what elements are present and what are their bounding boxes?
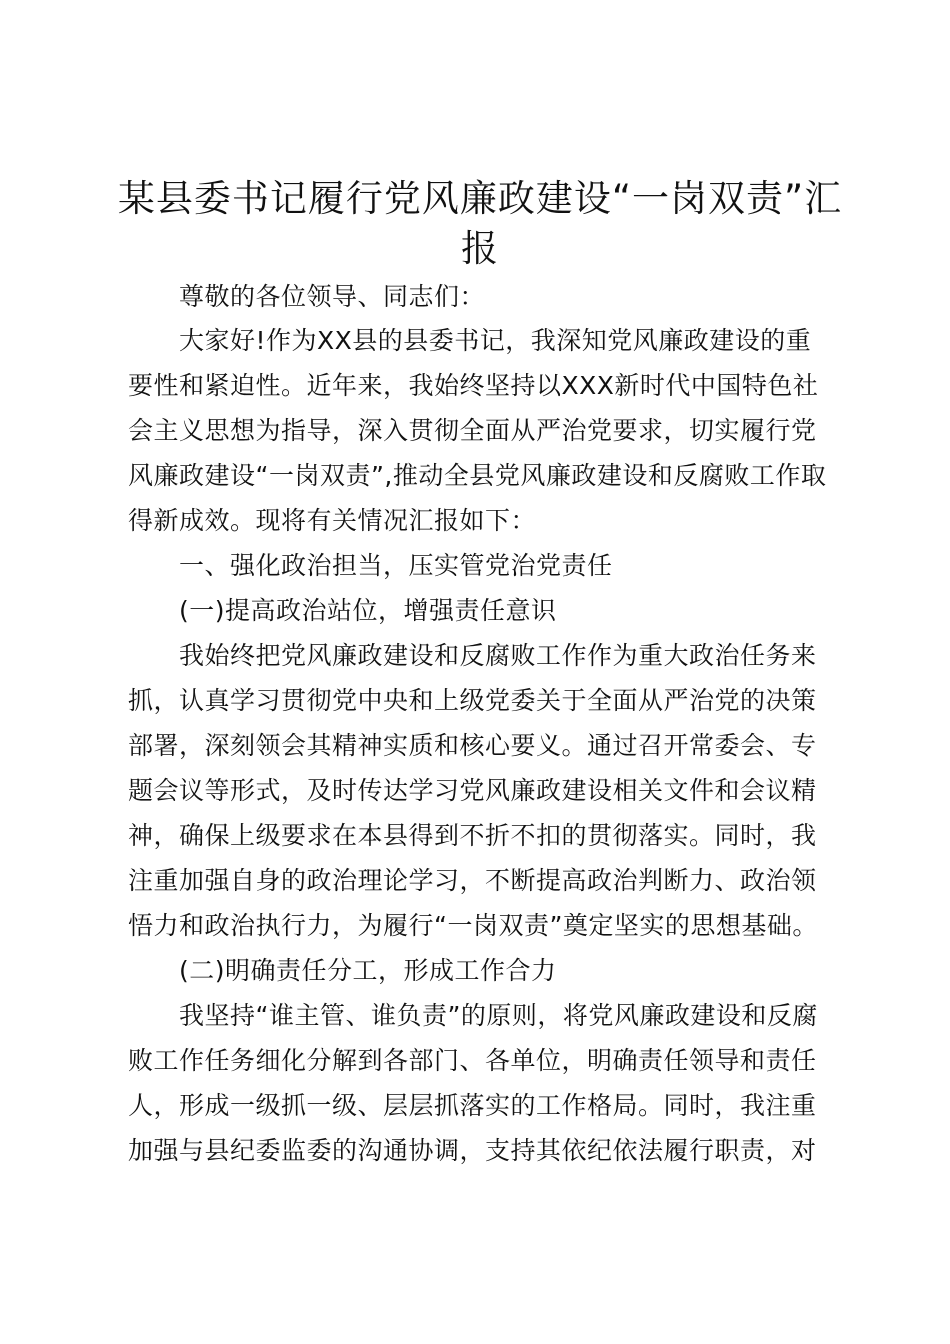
body-line: 会主义思想为指导，深入贯彻全面从严治党要求，切实履行党 — [128, 416, 817, 445]
body-line: 神，确保上级要求在本县得到不折不扣的贯彻落实。同时，我 — [128, 821, 817, 850]
body-line: 抓，认真学习贯彻党中央和上级党委关于全面从严治党的决策 — [128, 686, 817, 715]
body-line: 人，形成一级抓一级、层层抓落实的工作格局。同时，我注重 — [128, 1091, 817, 1120]
body-line: 尊敬的各位领导、同志们： — [128, 282, 486, 311]
body-line: 大家好!作为XX县的县委书记，我深知党风廉政建设的重 — [128, 326, 812, 355]
body-line: 题会议等形式，及时传达学习党风廉政建设相关文件和会议精 — [128, 776, 817, 805]
subsection-heading: (一)提高政治站位，增强责任意识 — [128, 596, 557, 625]
document-title-line-1: 某县委书记履行党风廉政建设“一岗双责”汇 — [117, 177, 843, 220]
body-line: 要性和紧迫性。近年来，我始终坚持以XXX新时代中国特色社 — [128, 371, 819, 400]
body-line: 败工作任务细化分解到各部门、各单位，明确责任领导和责任 — [128, 1046, 817, 1075]
body-line: 我坚持“谁主管、谁负责”的原则，将党风廉政建设和反腐 — [128, 1001, 818, 1030]
body-line: 加强与县纪委监委的沟通协调，支持其依纪依法履行职责，对 — [128, 1136, 817, 1165]
document-title-line-2: 报 — [461, 227, 499, 270]
subsection-heading: (二)明确责任分工，形成工作合力 — [128, 956, 557, 985]
body-line: 部署，深刻领会其精神实质和核心要义。通过召开常委会、专 — [128, 731, 817, 760]
body-line: 注重加强自身的政治理论学习，不断提高政治判断力、政治领 — [128, 866, 817, 895]
body-line: 我始终把党风廉政建设和反腐败工作作为重大政治任务来 — [128, 641, 817, 670]
body-line: 风廉政建设“一岗双责”,推动全县党风廉政建设和反腐败工作取 — [128, 461, 827, 490]
section-heading: 一、强化政治担当，压实管党治党责任 — [128, 551, 613, 580]
body-line: 得新成效。现将有关情况汇报如下： — [128, 506, 537, 535]
body-line: 悟力和政治执行力，为履行“一岗双责”奠定坚实的思想基础。 — [128, 911, 818, 940]
